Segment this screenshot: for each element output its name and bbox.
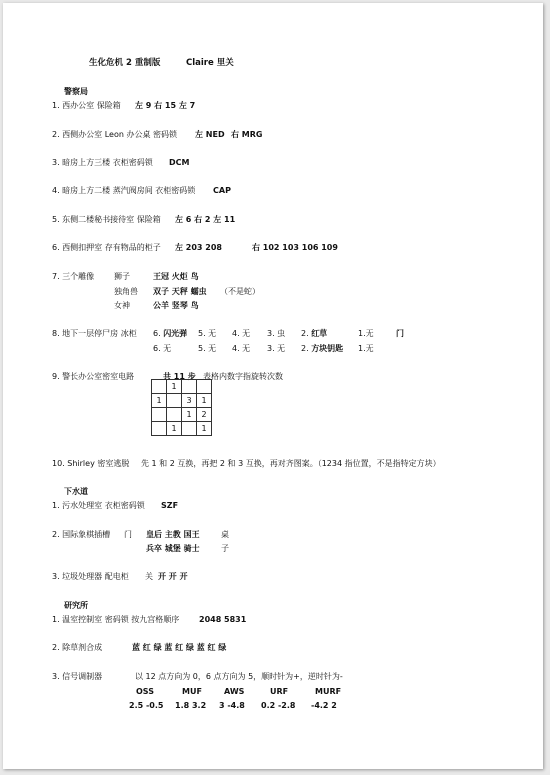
modulator-col-name: MURF (315, 687, 342, 696)
modulator-col-value: 3 -4.8 (219, 701, 245, 710)
grid-cell: 1 (167, 380, 182, 394)
statue-items: 双子 天秤 蠕虫 (153, 287, 207, 296)
grid-cell (152, 408, 167, 422)
document-subtitle: Claire 里关 (186, 58, 234, 68)
statue-note: （不是蛇） (220, 287, 260, 296)
statue-name: 独角兽 (114, 287, 138, 296)
police-item-6-label: 6. 西侧扣押室 存有物品的柜子 (52, 243, 161, 252)
sewer-item-2-door: 门 (124, 530, 132, 539)
grid-cell (167, 394, 182, 408)
chess-row-1-end: 桌 (221, 530, 229, 539)
section-heading-sewer: 下水道 (64, 487, 88, 496)
locker-2-3: 3. 无 (267, 344, 286, 353)
police-item-4-label: 4. 暗房上方二楼 蒸汽阀房间 衣柜密码锁 (52, 186, 196, 195)
lab-item-2-label: 2. 除草剂合成 (52, 643, 103, 652)
sewer-item-1-label: 1. 污水处理室 衣柜密码锁 (52, 501, 145, 510)
lab-item-2-code: 蓝 红 绿 蓝 红 绿 蓝 红 绿 (132, 643, 227, 652)
locker-1-1: 1.无 (358, 329, 374, 338)
locker-2-2: 2. 方块钥匙 (301, 344, 344, 353)
section-heading-police: 警察局 (64, 87, 88, 96)
grid-cell (152, 422, 167, 436)
police-item-3-code: DCM (169, 158, 190, 167)
grid-cell: 1 (152, 394, 167, 408)
locker-1-4: 4. 无 (232, 329, 251, 338)
police-item-9-label: 9. 警长办公室密室电路 (52, 372, 135, 381)
modulator-col-value: 0.2 -2.8 (261, 701, 296, 710)
police-item-5-label: 5. 东侧二楼秘书接待室 保险箱 (52, 215, 161, 224)
police-item-6-code-right: 右 102 103 106 109 (252, 243, 338, 252)
police-item-3-label: 3. 暗房上方三楼 衣柜密码锁 (52, 158, 153, 167)
grid-cell: 2 (197, 408, 212, 422)
locker-1-6: 6. 闪光弹 (153, 329, 188, 338)
statue-items: 公羊 竖琴 鸟 (153, 301, 199, 310)
police-item-10-label: 10. Shirley 密室逃脱 (52, 459, 130, 468)
statue-name: 女神 (114, 301, 130, 310)
locker-2-1: 1.无 (358, 344, 374, 353)
modulator-col-name: OSS (136, 687, 154, 696)
locker-2-5: 5. 无 (198, 344, 217, 353)
grid-cell: 1 (197, 394, 212, 408)
locker-1-2: 2. 红草 (301, 329, 328, 338)
grid-cell (182, 380, 197, 394)
police-item-6-code-left: 左 203 208 (175, 243, 222, 252)
police-item-2-label: 2. 西侧办公室 Leon 办公桌 密码锁 (52, 130, 178, 139)
police-item-4-code: CAP (213, 186, 231, 195)
chess-row-1: 皇后 主教 国王 (146, 530, 200, 539)
statue-items: 王冠 火炬 鸟 (153, 272, 199, 281)
police-item-7-label: 7. 三个雕像 (52, 272, 95, 281)
lab-item-1-code: 2048 5831 (199, 615, 247, 624)
locker-1-6-item: 闪光弹 (163, 329, 188, 338)
police-item-1-code: 左 9 右 15 左 7 (135, 101, 196, 110)
locker-door: 门 (396, 329, 404, 338)
lab-item-1-label: 1. 温室控制室 密码锁 按九宫格顺序 (52, 615, 180, 624)
lab-item-3-note: 以 12 点方向为 0，6 点方向为 5，顺时针为+，逆时针为- (135, 672, 343, 681)
modulator-col-name: URF (270, 687, 289, 696)
statue-name: 狮子 (114, 272, 130, 281)
modulator-col-value: -4.2 2 (311, 701, 337, 710)
locker-2-4: 4. 无 (232, 344, 251, 353)
police-item-5-code: 左 6 右 2 左 11 (175, 215, 236, 224)
grid-cell: 3 (182, 394, 197, 408)
sewer-item-3-prefix: 关 (145, 572, 153, 581)
grid-cell: 1 (197, 422, 212, 436)
locker-1-5: 5. 无 (198, 329, 217, 338)
police-item-9-note: 表格内数字指旋转次数 (203, 372, 283, 381)
modulator-col-name: MUF (182, 687, 202, 696)
police-item-9-steps: 共 11 步 (163, 372, 196, 381)
document-title: 生化危机 2 重制版 (89, 58, 161, 68)
sewer-item-2-label: 2. 国际象棋插槽 (52, 530, 111, 539)
chess-row-2: 兵卒 城堡 骑士 (146, 544, 200, 553)
lab-item-3-label: 3. 信号调制器 (52, 672, 103, 681)
locker-1-2-item: 红草 (311, 329, 328, 338)
sewer-item-3-code: 开 开 开 (158, 572, 188, 581)
grid-cell (197, 380, 212, 394)
police-item-1-label: 1. 西办公室 保险箱 (52, 101, 121, 110)
modulator-col-value: 1.8 3.2 (175, 701, 207, 710)
locker-2-2-item: 方块钥匙 (311, 344, 344, 353)
sewer-item-3-label: 3. 垃圾处理器 配电柜 (52, 572, 129, 581)
grid-cell (167, 408, 182, 422)
locker-2-6: 6. 无 (153, 344, 172, 353)
modulator-col-name: AWS (224, 687, 245, 696)
police-item-2-code-left: 左 NED (195, 130, 225, 139)
document-page (3, 3, 543, 769)
modulator-col-value: 2.5 -0.5 (129, 701, 164, 710)
grid-cell (182, 422, 197, 436)
circuit-grid (151, 379, 212, 436)
section-heading-lab: 研究所 (64, 601, 88, 610)
police-item-8-label: 8. 地下一层停尸房 冰柜 (52, 329, 137, 338)
grid-cell (152, 380, 167, 394)
sewer-item-1-code: SZF (161, 501, 179, 510)
police-item-2-code-right: 右 MRG (231, 130, 263, 139)
grid-cell: 1 (182, 408, 197, 422)
police-item-10-text: 先 1 和 2 互换，再把 2 和 3 互换，再对齐图案。（1234 指位置，不是指特定方块） (141, 459, 441, 468)
locker-1-3: 3. 虫 (267, 329, 286, 338)
chess-row-2-end: 子 (221, 544, 229, 553)
grid-cell: 1 (167, 422, 182, 436)
